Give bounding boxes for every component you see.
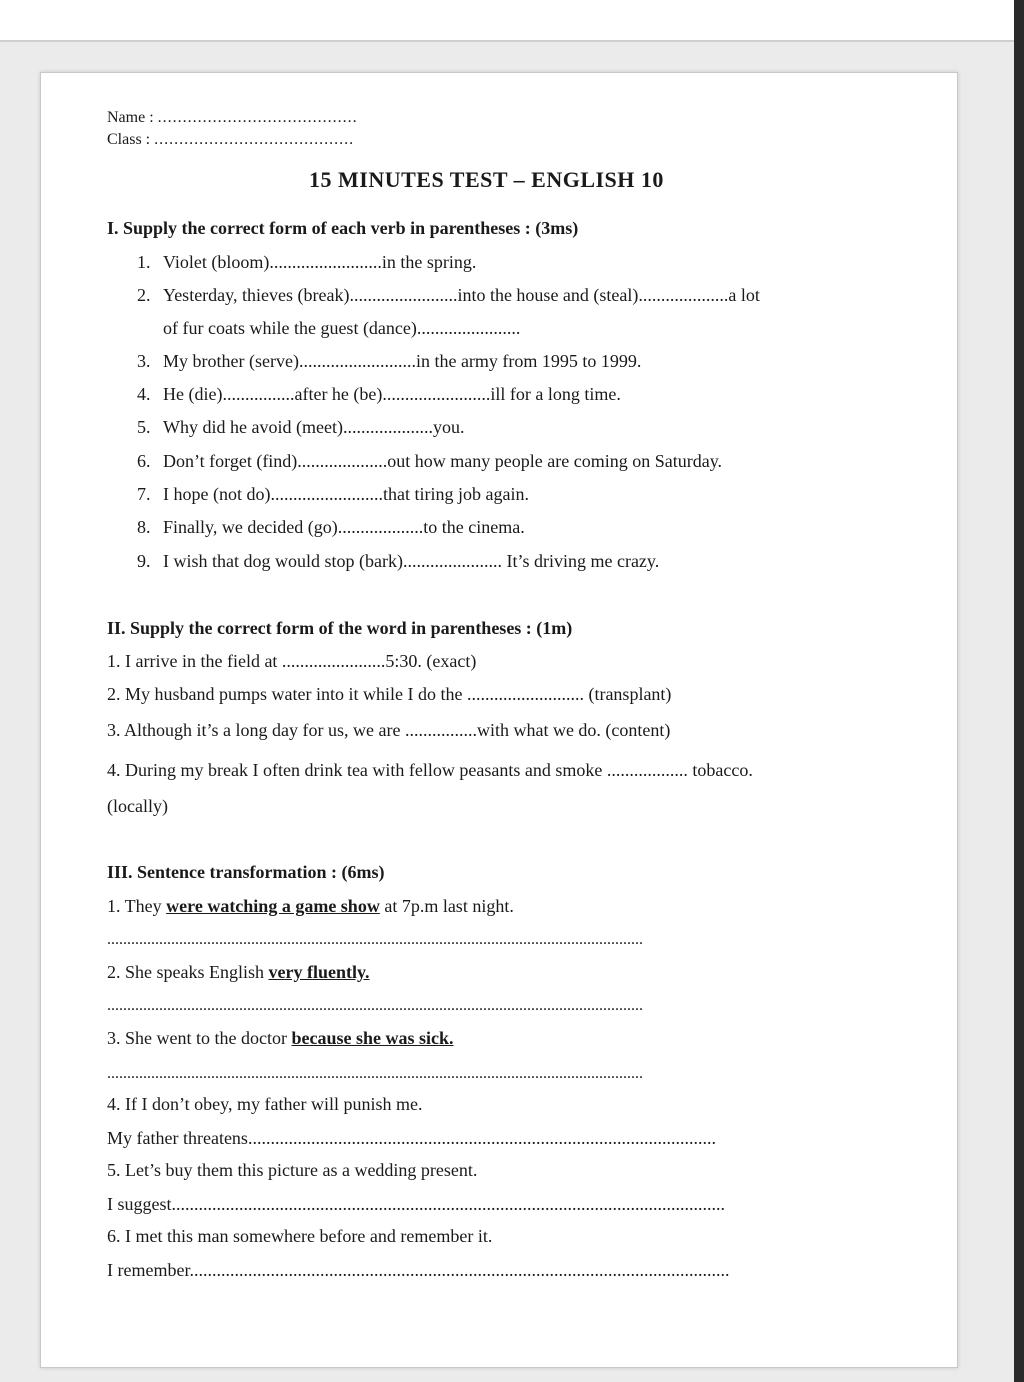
class-blank: ........................................ (154, 131, 355, 148)
page-title: 15 MINUTES TEST – ENGLISH 10 (309, 167, 664, 192)
answer-line: I remember........................................................................................................................ (107, 1260, 730, 1280)
class-line (107, 129, 354, 151)
name-blank: ........................................ (157, 109, 358, 126)
list-item-cont: (locally) (107, 796, 168, 816)
transform-item: 6. I met this man somewhere before and remember it. (107, 1226, 493, 1246)
list-item: 8. (137, 517, 151, 537)
list-item: 5. (137, 417, 151, 437)
name-line (107, 107, 358, 129)
list-item: 4. During my break I often drink tea with fellow peasants and smoke .................. tobacco. (107, 760, 753, 780)
answer-line: ...................................................................................................................................... (107, 931, 643, 948)
class-label: Class : (107, 131, 151, 148)
answer-line: My father threatens........................................................................................................ (107, 1128, 716, 1148)
name-label: Name : (107, 109, 154, 126)
list-item-text: I hope (not do).........................that tiring job again. (163, 484, 529, 504)
answer-line: ...................................................................................................................................... (107, 997, 643, 1014)
list-item-text: Yesterday, thieves (break)........................into the house and (steal)....................a lot (163, 285, 760, 305)
list-item-text: Don’t forget (find)....................out how many people are coming on Saturday. (163, 451, 723, 471)
list-item: 4. (137, 384, 151, 404)
list-item: 1. (137, 252, 151, 272)
section-3-heading: III. Sentence transformation : (6ms) (107, 862, 385, 882)
transform-item: 4. If I don’t obey, my father will punish me. (107, 1094, 423, 1114)
underlined-phrase: very fluently. (268, 962, 370, 982)
list-item-text: Finally, we decided (go)...................to the cinema. (163, 517, 525, 537)
list-item-text-cont: of fur coats while the guest (dance)....................... (163, 318, 521, 338)
transform-item: 1. They were watching a game show at 7p.m last night. (107, 896, 514, 916)
list-item: 3. Although it’s a long day for us, we are ................with what we do. (content) (107, 720, 671, 740)
list-item: 7. (137, 484, 151, 504)
answer-line: ...................................................................................................................................... (107, 1065, 643, 1082)
list-item-text: Violet (bloom).........................in the spring. (163, 252, 477, 272)
section-1-heading: I. Supply the correct form of each verb in parentheses : (3ms) (107, 218, 579, 238)
list-item: 2. My husband pumps water into it while I do the .......................... (transplant) (107, 684, 672, 704)
transform-item: 2. She speaks English very fluently. (107, 962, 370, 982)
section-2-heading: II. Supply the correct form of the word in parentheses : (1m) (107, 618, 573, 638)
viewer-top-bar (0, 0, 1014, 42)
worksheet-page (40, 72, 958, 1368)
list-item: 6. (137, 451, 151, 471)
viewer-right-edge (1014, 0, 1024, 1382)
list-item: 2. (137, 285, 151, 305)
list-item: 1. I arrive in the field at .......................5:30. (exact) (107, 651, 477, 671)
list-item-text: My brother (serve)..........................in the army from 1995 to 1999. (163, 351, 642, 371)
list-item-text: I wish that dog would stop (bark)...................... It’s driving me crazy. (163, 551, 660, 571)
transform-item: 5. Let’s buy them this picture as a wedding present. (107, 1160, 478, 1180)
underlined-phrase: because she was sick. (291, 1028, 454, 1048)
underlined-phrase: were watching a game show (166, 896, 380, 916)
transform-item: 3. She went to the doctor because she was sick. (107, 1028, 454, 1048)
list-item: 3. (137, 351, 151, 371)
list-item-text: He (die)................after he (be)........................ill for a long time. (163, 384, 621, 404)
list-item: 9. (137, 551, 151, 571)
list-item-text: Why did he avoid (meet)....................you. (163, 417, 465, 437)
answer-line: I suggest........................................................................................................................... (107, 1194, 725, 1214)
